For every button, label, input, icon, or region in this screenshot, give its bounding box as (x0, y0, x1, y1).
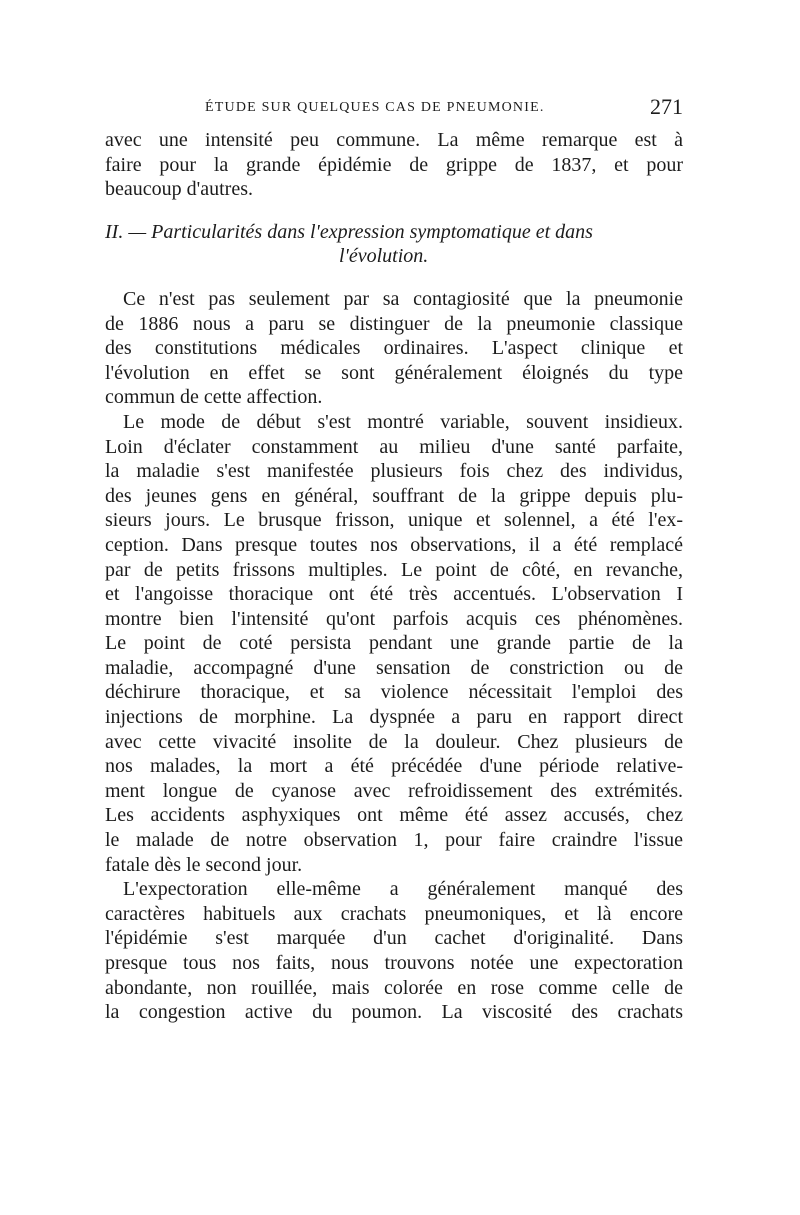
text-line: l'évolution en effet se sont généralement éloignés du type (105, 361, 683, 384)
text-line: Ce n'est pas seulement par sa contagiosité que la pneumonie (123, 287, 683, 310)
text-line: Loin d'éclater constamment au milieu d'une santé parfaite, (105, 435, 683, 458)
text-line: la congestion active du poumon. La viscosité des crachats (105, 1001, 683, 1024)
body-text (105, 128, 683, 1025)
text-line: le malade de notre observation 1, pour faire craindre l'issue (105, 829, 683, 852)
paragraph (105, 410, 683, 877)
text-line: caractères habituels aux crachats pneumoniques, et là encore (105, 902, 683, 925)
text-line: sieurs jours. Le brusque frisson, unique et solennel, a été l'ex- (105, 509, 683, 532)
text-line: maladie, accompagné d'une sensation de constriction ou de (105, 656, 683, 679)
text-line: de 1886 nous a paru se distinguer de la pneumonie classique (105, 312, 683, 335)
text-line: déchirure thoracique, et sa violence nécessitait l'emploi des (105, 681, 683, 704)
text-line: Le point de coté persista pendant une grande partie de la (105, 632, 683, 655)
text-line: des jeunes gens en général, souffrant de la grippe depuis plu- (105, 484, 683, 507)
running-title: ÉTUDE SUR QUELQUES CAS DE PNEUMONIE. (205, 100, 545, 115)
text-line: presque tous nos faits, nous trouvons notée une expectoration (105, 952, 683, 974)
section-heading-line: II. — Particularités dans l'expression symptomatique et dans (105, 220, 593, 243)
text-line: fatale dès le second jour. (105, 853, 303, 876)
text-line: avec une intensité peu commune. La même remarque est à (105, 129, 683, 151)
text-line: beaucoup d'autres. (105, 178, 253, 201)
text-line: des constitutions médicales ordinaires. L'aspect clinique et (105, 337, 683, 360)
text-line: avec cette vivacité insolite de la douleur. Chez plusieurs de (105, 730, 683, 753)
text-line: par de petits frissons multiples. Le point de côté, en revanche, (105, 558, 683, 581)
page-number: 271 (650, 94, 683, 119)
text-line: ment longue de cyanose avec refroidissement des extrémités. (105, 779, 683, 802)
paragraph (105, 287, 683, 410)
text-line: commun de cette affection. (105, 386, 323, 409)
text-line: Le mode de début s'est montré variable, souvent insidieux. (123, 410, 683, 433)
section-heading-line: l'évolution. (339, 245, 429, 268)
text-line: la maladie s'est manifestée plusieurs fois chez des individus, (105, 460, 683, 483)
text-line: et l'angoisse thoracique ont été très accentués. L'observation I (105, 583, 683, 606)
text-line: L'expectoration elle-même a généralement manqué des (123, 878, 683, 901)
text-line: nos malades, la mort a été précédée d'une période relative- (105, 755, 683, 778)
text-line: l'épidémie s'est marquée d'un cachet d'originalité. Dans (105, 927, 683, 950)
paragraph (105, 877, 683, 1025)
page-header (105, 96, 683, 124)
text-line: ception. Dans presque toutes nos observations, il a été remplacé (105, 533, 683, 556)
text-line: Les accidents asphyxiques ont même été assez accusés, chez (105, 804, 683, 827)
text-line: abondante, non rouillée, mais colorée en rose comme celle de (105, 976, 683, 999)
text-line: montre bien l'intensité qu'ont parfois acquis ces phénomènes. (105, 607, 683, 630)
text-line: injections de morphine. La dyspnée a paru en rapport direct (105, 706, 683, 729)
text-line: faire pour la grande épidémie de grippe de 1837, et pour (105, 153, 683, 176)
section-heading (105, 220, 683, 269)
paragraph-continued (105, 128, 683, 202)
